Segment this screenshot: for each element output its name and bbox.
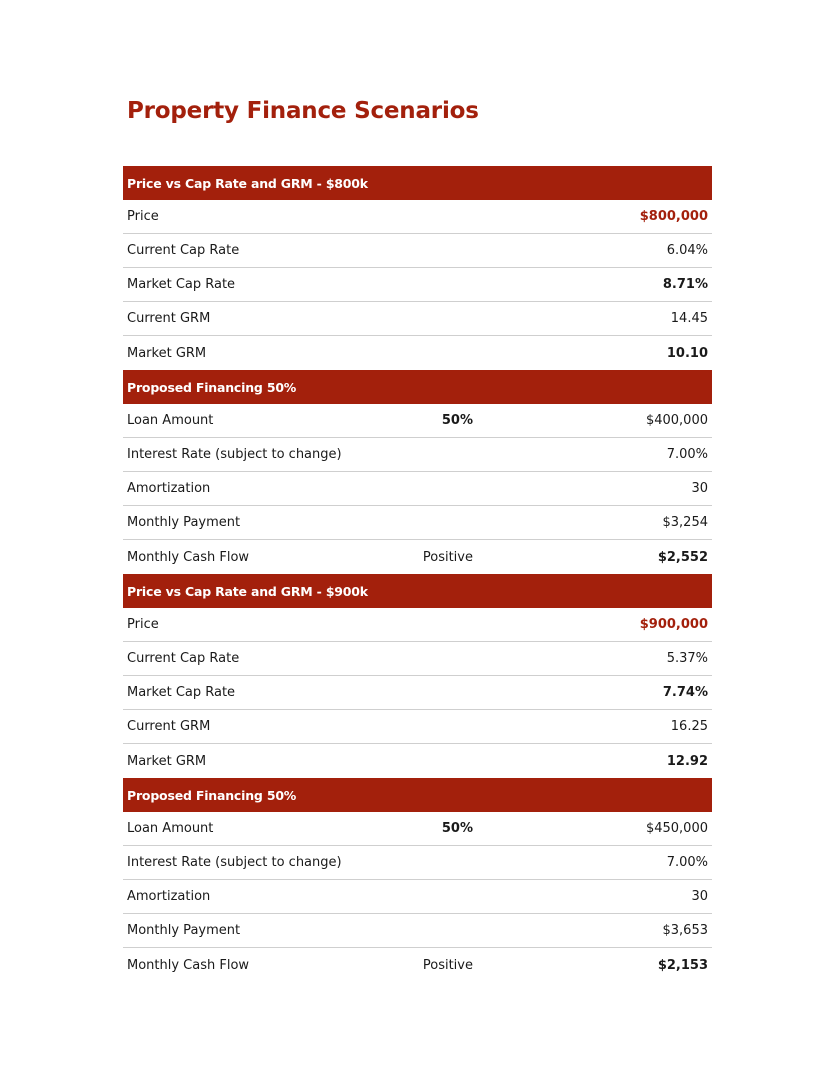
row-label: Monthly Cash Flow bbox=[127, 549, 250, 565]
table-row bbox=[123, 608, 712, 642]
row-value: 10.10 bbox=[666, 345, 708, 361]
row-label: Loan Amount bbox=[127, 821, 214, 836]
row-value: $2,153 bbox=[657, 957, 708, 973]
table-row bbox=[123, 812, 712, 846]
row-label: Current GRM bbox=[127, 719, 211, 734]
row-label: Monthly Payment bbox=[127, 515, 241, 530]
row-label: Price bbox=[127, 209, 159, 224]
table-row bbox=[123, 846, 712, 880]
row-label: Price bbox=[127, 617, 159, 632]
row-label: Loan Amount bbox=[127, 413, 214, 428]
row-label: Market Cap Rate bbox=[127, 685, 236, 700]
row-mid-value: Positive bbox=[422, 957, 473, 973]
row-label: Monthly Payment bbox=[127, 923, 241, 938]
table-row bbox=[123, 336, 712, 370]
table-row bbox=[123, 404, 712, 438]
row-value: $3,653 bbox=[662, 923, 708, 938]
table-row bbox=[123, 472, 712, 506]
row-value: $3,254 bbox=[662, 515, 708, 530]
row-label: Amortization bbox=[127, 889, 211, 904]
row-value: 8.71% bbox=[662, 277, 708, 292]
row-label: Market GRM bbox=[127, 345, 207, 361]
row-mid-value: Positive bbox=[422, 549, 473, 565]
table-row bbox=[123, 914, 712, 948]
row-label: Current Cap Rate bbox=[127, 651, 240, 666]
row-mid-value: 50% bbox=[441, 413, 473, 428]
table-row bbox=[123, 744, 712, 778]
table-row bbox=[123, 268, 712, 302]
row-value: 7.00% bbox=[666, 447, 708, 462]
row-value: 7.00% bbox=[666, 855, 708, 870]
row-value: 5.37% bbox=[666, 651, 708, 666]
table-row bbox=[123, 710, 712, 744]
table-row bbox=[123, 302, 712, 336]
row-value: 14.45 bbox=[670, 311, 708, 326]
table-row bbox=[123, 880, 712, 914]
row-label: Current Cap Rate bbox=[127, 243, 240, 258]
row-label: Interest Rate (subject to change) bbox=[127, 855, 342, 870]
section-header-financing-900k: Proposed Financing 50% bbox=[123, 778, 712, 812]
row-value: $900,000 bbox=[639, 617, 708, 632]
row-label: Monthly Cash Flow bbox=[127, 957, 250, 973]
row-value: 7.74% bbox=[662, 685, 708, 700]
row-label: Market Cap Rate bbox=[127, 277, 236, 292]
table-row bbox=[123, 234, 712, 268]
row-value: 12.92 bbox=[666, 753, 708, 769]
row-value: $2,552 bbox=[657, 549, 708, 565]
row-label: Current GRM bbox=[127, 311, 211, 326]
table-row bbox=[123, 506, 712, 540]
row-value: 16.25 bbox=[670, 719, 708, 734]
page-title: Property Finance Scenarios bbox=[127, 98, 479, 124]
row-label: Amortization bbox=[127, 481, 211, 496]
section-header-financing-800k: Proposed Financing 50% bbox=[123, 370, 712, 404]
table-row bbox=[123, 676, 712, 710]
row-value: $400,000 bbox=[645, 413, 708, 428]
row-value: 30 bbox=[691, 889, 708, 904]
row-label: Market GRM bbox=[127, 753, 207, 769]
table-row bbox=[123, 540, 712, 574]
section-header-price-800k: Price vs Cap Rate and GRM - $800k bbox=[123, 166, 712, 200]
table-row bbox=[123, 642, 712, 676]
section-header-price-900k: Price vs Cap Rate and GRM - $900k bbox=[123, 574, 712, 608]
table-row bbox=[123, 438, 712, 472]
row-label: Interest Rate (subject to change) bbox=[127, 447, 342, 462]
row-value: 6.04% bbox=[666, 243, 708, 258]
row-value: $800,000 bbox=[639, 209, 708, 224]
finance-table bbox=[123, 166, 712, 982]
table-row bbox=[123, 948, 712, 982]
row-value: 30 bbox=[691, 481, 708, 496]
row-value: $450,000 bbox=[645, 821, 708, 836]
table-row bbox=[123, 200, 712, 234]
row-mid-value: 50% bbox=[441, 821, 473, 836]
